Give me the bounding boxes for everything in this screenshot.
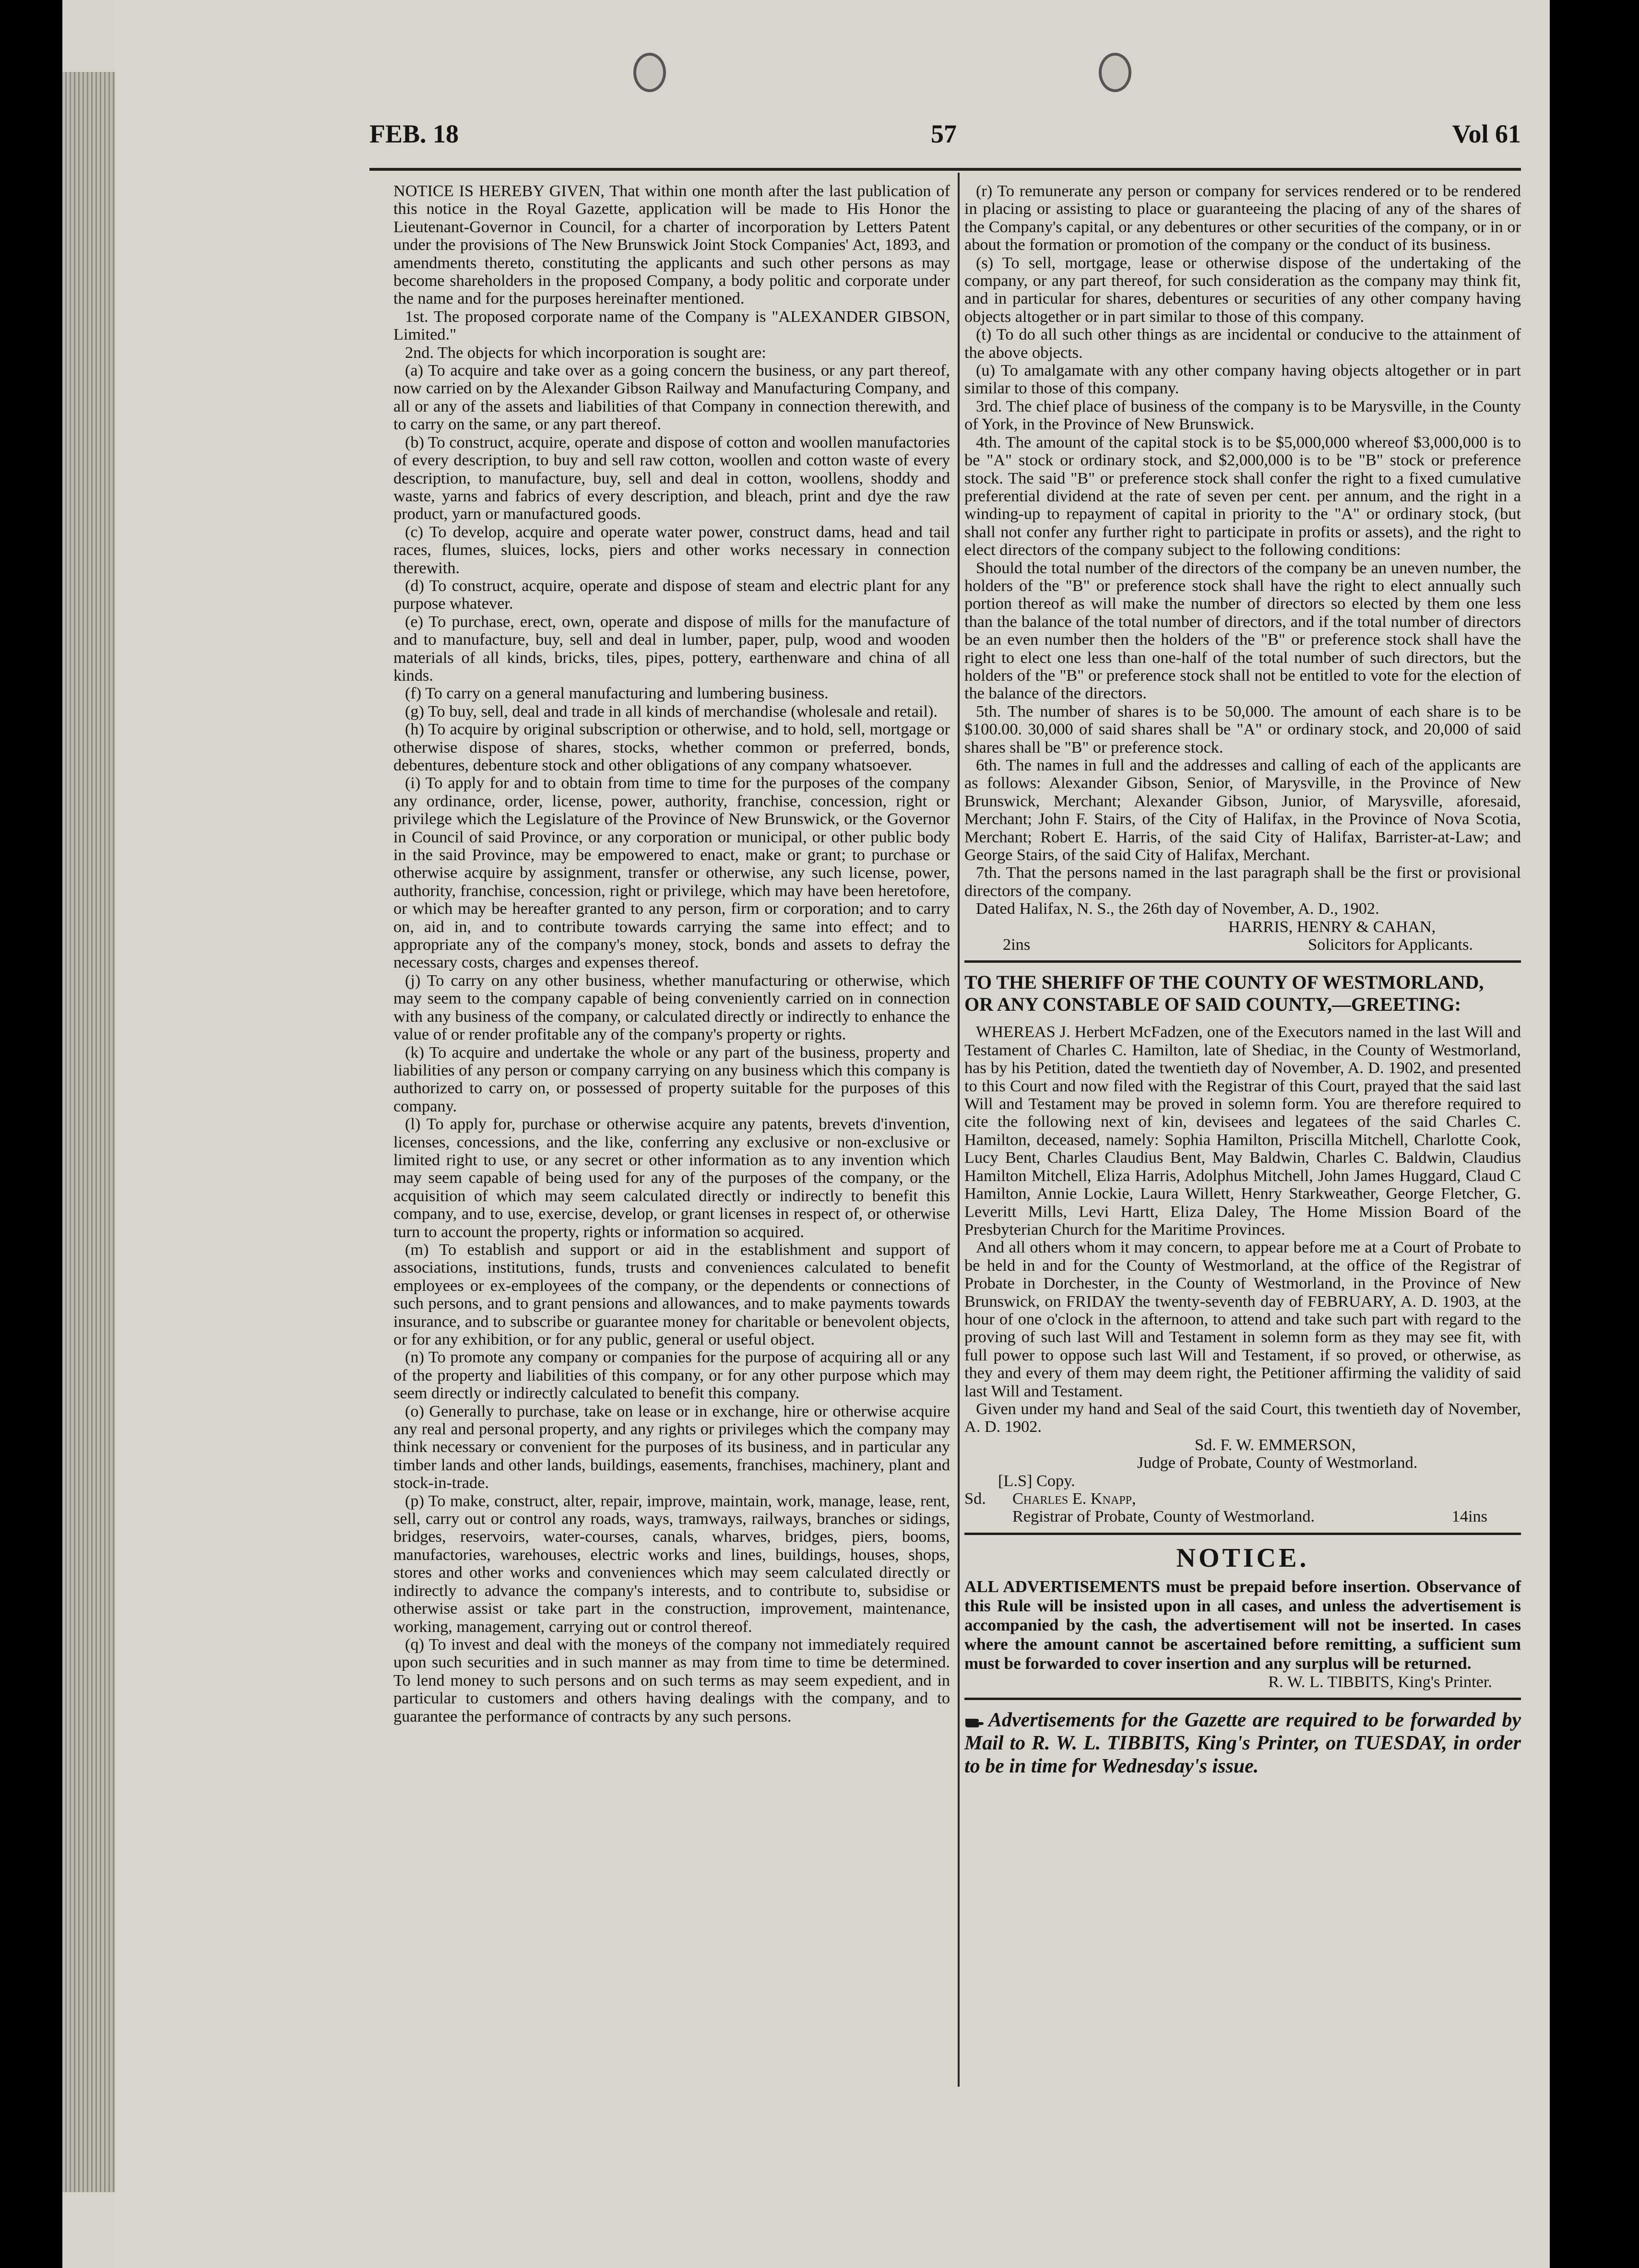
header-rule xyxy=(369,168,1521,171)
gibson-clause: 7th. That the persons named in the last paragraph shall be the first or provisional directors of the company. xyxy=(964,863,1521,900)
notice-body: ALL ADVERTISEMENTS must be prepaid before insertion. Observance of this Rule will be insisted upon in all cases, and unless the advertisement is accompanied by the cash, the advertisement will not be inserted. In cases where the amount cannot be ascertained before remitting, a sufficient sum must be forwarded to cover insertion and any surplus will be returned. xyxy=(964,1577,1521,1673)
gibson-signature-role xyxy=(964,936,1521,954)
gibson-clause: (k) To acquire and undertake the whole or any part of the business, property and liabilities of any person or company carrying on any business which this company is authorized to carry on, or possessed of property suitable for the purposes of this company. xyxy=(393,1043,950,1115)
binding-hole-right xyxy=(1099,53,1131,92)
page-stack-edges xyxy=(62,72,115,2192)
probate-registrar-title-line xyxy=(964,1508,1521,1525)
probate-heading-1: TO THE SHERIFF OF THE COUNTY OF WESTMORLAND, xyxy=(964,971,1484,993)
gibson-clause: (r) To remunerate any person or company for services rendered or to be rendered in placing or assisting to place or guaranteeing the placing of any of the shares of the Company's capital, or any debentures or other securities of the company, or in or about the formation or promotion of the company or the conduct of its business. xyxy=(964,182,1521,254)
probate-sd-2: Sd. xyxy=(964,1489,986,1508)
probate-sd-emmerson: Sd. F. W. EMMERSON, xyxy=(1195,1435,1356,1454)
probate-insertions: 14ins xyxy=(1451,1507,1487,1526)
gibson-clause: (h) To acquire by original subscription or otherwise, and to hold, sell, mortgage or otherwise dispose of shares, stocks, whether common or preferred, bonds, debentures, debenture stock and other obligations of any company whatsoever. xyxy=(393,720,950,774)
gibson-clause: 6th. The names in full and the addresses and calling of each of the applicants are as follows: Alexander Gibson, Senior, of Marysville, in the Province of New Brunswick, Merchant; Alexander Gibson, Junior, of Marysville, aforesaid, Merchant; John F. Stairs, of the City of Halifax, in the Province of Nova Scotia, Merchant; Robert E. Harris, of the said City of Halifax, Barrister-at-Law; and George Stairs, of the said City of Halifax, Merchant. xyxy=(964,756,1521,864)
probate-registrar-line xyxy=(964,1490,1521,1508)
gibson-clause: (t) To do all such other things as are incidental or conducive to the attainment of the above objects. xyxy=(964,325,1521,362)
gibson-clause: (l) To apply for, purchase or otherwise acquire any patents, brevets d'invention, licenses, concessions, and the like, conferring any exclusive or non-exclusive or limited right to use, or any secret or other information as to any invention which may seem capable of being used for any of the purposes of the company, or the acquisition of which may seem calculated directly or indirectly to benefit this company, and to use, exercise, develop, or grant licenses in respect of, or otherwise turn to account the property, rights or information so acquired. xyxy=(393,1115,950,1241)
section-rule xyxy=(964,1698,1521,1700)
probate-judge-title: Judge of Probate, County of Westmorland. xyxy=(1137,1453,1418,1472)
gazette-page xyxy=(62,0,1550,2268)
notice-title: NOTICE. xyxy=(1176,1543,1309,1573)
gibson-clause: 2nd. The objects for which incorporation is sought are: xyxy=(405,343,766,362)
gibson-clause: (d) To construct, acquire, operate and dispose of steam and electric plant for any purpose whatever. xyxy=(393,576,950,613)
probate-ls-copy: [L.S] Copy. xyxy=(998,1471,1075,1490)
gibson-dated-line: Dated Halifax, N. S., the 26th day of November, A. D., 1902. xyxy=(976,899,1379,918)
gibson-clause: (q) To invest and deal with the moneys of the company not immediately required upon such securities and in such manner as may from time to time be determined. To lend money to such persons and on such terms as may seem expedient, and in particular to customers and others having dealings with the company, and to guarantee the performance of contracts by any such persons. xyxy=(393,1635,950,1725)
gibson-clause: (p) To make, construct, alter, repair, improve, maintain, work, manage, lease, rent, sell, carry out or control any roads, ways, tramways, railways, branches or sidings, bridges, reservoirs, water-courses, canals, wharves, bridges, piers, booms, manufactories, warehouses, electric works and lines, buildings, houses, shops, stores and other works and conveniences which may seem calculated directly or indirectly to advance the company's interests, and to contribute to, subsidise or otherwise assist or take part in the construction, improvement, maintenance, working, management, carrying out or control thereof. xyxy=(393,1491,950,1636)
gibson-clause: (u) To amalgamate with any other company having objects altogether or in part similar to those of this company. xyxy=(964,361,1521,398)
column-divider xyxy=(958,173,960,2087)
gibson-signature-firm: HARRIS, HENRY & CAHAN, xyxy=(1228,917,1436,936)
section-rule xyxy=(964,1533,1521,1535)
header-date: FEB. 18 xyxy=(369,119,459,148)
gibson-clause: 4th. The amount of the capital stock is to be $5,000,000 whereof $3,000,000 is to be "A" stock or ordinary stock, and $2,000,000 is to be "B" stock or preference stock. The said "B" or preference stock shall confer the right to a fixed cumulative preferential dividend at the rate of seven per cent. per annum, and the right in a winding-up to repayment of capital in priority to the "A" or ordinary stock, (but shall not confer any further right to participate in profits or assets), and the right to elect directors of the company subject to the following conditions: xyxy=(964,433,1521,559)
gibson-clause: (s) To sell, mortgage, lease or otherwise dispose of the undertaking of the company, or any part thereof, for such consideration as the company may think fit, and in particular for shares, debentures or securities of any other company having objects altogether or in part similar to those of this company. xyxy=(964,253,1521,326)
notice-mailing-instruction: Advertisements for the Gazette are required to be forwarded by Mail to R. W. L. TIBBITS, King's Printer, on TUESDAY, in order to be in time for Wednesday's issue. xyxy=(964,1709,1521,1778)
probate-registrar-name: Charles E. Knapp, xyxy=(1012,1489,1136,1508)
binding-hole-left xyxy=(633,53,666,92)
gibson-clause: Should the total number of the directors of the company be an uneven number, the holders of the "B" or preference stock shall have the right to elect annually such portion thereof as will make the number of directors so elected by them one less than the balance of the total number of directors, and if the total number of directors be an even number then the holders of the "B" or preference stock shall have the right to elect one less than one-half of the total number of such directors, but the holders of the "B" or preference stock shall not be entitled to vote for the election of the balance of the directors. xyxy=(964,558,1521,703)
notice-signature: R. W. L. TIBBITS, King's Printer. xyxy=(1268,1672,1492,1691)
gibson-clause: (n) To promote any company or companies for the purpose of acquiring all or any of the property and liabilities of this company, or for any other purpose which may seem directly or indirectly calculated to benefit this company. xyxy=(393,1348,950,1403)
gibson-clause: (e) To purchase, erect, own, operate and dispose of mills for the manufacture of and to manufacture, buy, sell and deal in lumber, paper, pulp, wood and wooden materials of all kinds, bricks, tiles, pipes, pottery, earthenware and china of all kinds. xyxy=(393,612,950,685)
gibson-notice-intro: NOTICE IS HEREBY GIVEN, That within one month after the last publication of this notice in the Royal Gazette, application will be made to His Honor the Lieutenant-Governor in Council, for a charter of incorporation by Letters Patent under the provisions of The New Brunswick Joint Stock Companies' Act, 1893, and amendments thereto, constituting the applicants and such other persons as may become shareholders in the proposed Company, a body politic and corporate under the name and for the purposes hereinafter mentioned. xyxy=(393,182,950,308)
left-column xyxy=(393,182,950,1725)
header-page-number: 57 xyxy=(931,119,957,148)
gibson-clause: 1st. The proposed corporate name of the Company is "ALEXANDER GIBSON, Limited." xyxy=(393,307,950,344)
probate-heading-2: OR ANY CONSTABLE OF SAID COUNTY,—GREETING: xyxy=(964,993,1461,1016)
page-header xyxy=(369,119,1521,162)
probate-whereas: WHEREAS J. Herbert McFadzen, one of the Executors named in the last Will and Testament of Charles C. Hamilton, late of Shediac, in the County of Westmorland, has by his Petition, dated the twentieth day of November, A. D. 1902, and presented to this Court and now filed with the Registrar of this Court, prayed that the said last Will and Testament may be proved in solemn form. You are therefore required to cite the following next of kin, devisees and legatees of the said Charles C. Hamilton, deceased, namely: Sophia Hamilton, Priscilla Mitchell, Charlotte Cook, Lucy Bent, Charles Claudius Bent, May Baldwin, Charles C. Baldwin, Claudius Hamilton Mitchell, Eliza Harris, Adolphus Mitchell, John James Huggard, Claud C Hamilton, Annie Lockie, Laura Willett, Henry Starkweather, George Fletcher, G. Leveritt Mills, Levi Hartt, Eliza Daley, The Home Mission Board of the Presbyterian Church for the Maritime Provinces. xyxy=(964,1023,1521,1239)
header-volume: Vol 61 xyxy=(1452,119,1521,148)
probate-given: Given under my hand and Seal of the said Court, this twentieth day of November, A. D. 1902. xyxy=(964,1399,1521,1436)
gibson-insertions: 2ins xyxy=(1003,935,1031,954)
pointing-hand-icon xyxy=(964,1715,986,1729)
section-rule xyxy=(964,960,1521,963)
gibson-clause: (f) To carry on a general manufacturing and lumbering business. xyxy=(405,684,829,703)
gibson-clause: (b) To construct, acquire, operate and dispose of cotton and woollen manufactories of every description, to buy and sell raw cotton, woollen and cotton waste of every description, to manufacture, buy, sell and deal in cotton, woollens, shoddy and waste, yarns and fabrics of every description, and bleach, print and dye the raw product, yarn or manufactured goods. xyxy=(393,433,950,523)
probate-registrar-title: Registrar of Probate, County of Westmorland. xyxy=(1012,1507,1315,1526)
gibson-clause: (o) Generally to purchase, take on lease or in exchange, hire or otherwise acquire any real and personal property, and any rights or privileges which the company may think necessary or convenient for the purposes of its business, and in particular any timber lands and other lands, buildings, easements, franchises, machinery, plant and stock-in-trade. xyxy=(393,1402,950,1492)
probate-appear: And all others whom it may concern, to appear before me at a Court of Probate to be held in and for the County of Westmorland, at the office of the Registrar of Probate in Dorchester, in the County of Westmorland, in the Province of New Brunswick, on FRIDAY the twenty-seventh day of FEBRUARY, A. D. 1903, at the hour of one o'clock in the afternoon, to attend and take such part with regard to the proving of such last Will and Testament in solemn form as they may see fit, with full power to oppose such last Will and Testament, if so proved, or otherwise, as they and every of them may deem right, the Petitioner affirming the validity of said last Will and Testament. xyxy=(964,1238,1521,1400)
gibson-clause: (i) To apply for and to obtain from time to time for the purposes of the company any ordinance, order, license, power, authority, franchise, concession, right or privilege which the Legislature of the Province of New Brunswick, or the Governor in Council of said Province, or any corporation or municipal, or other public body in the said Province, may be empowered to enact, make or grant; to purchase or otherwise acquire by assignment, transfer or otherwise, any such license, power, authority, franchise, concession, right or privilege, which may have been heretofore, or which may be hereafter granted to any person, firm or corporation; and to carry on, aid in, and to contribute towards carrying the same into effect; and to appropriate any of the company's money, stock, bonds and assets to defray the necessary costs, charges and expenses thereof. xyxy=(393,774,950,972)
gibson-clause: 3rd. The chief place of business of the company is to be Marysville, in the County of York, in the Province of New Brunswick. xyxy=(964,397,1521,434)
gibson-clause: (a) To acquire and take over as a going concern the business, or any part thereof, now carried on by the Alexander Gibson Railway and Manufacturing Company, and all or any of the assets and liabilities of that Company in connection therewith, and to carry on the same, or any part thereof. xyxy=(393,361,950,434)
gibson-clause: (g) To buy, sell, deal and trade in all kinds of merchandise (wholesale and retail). xyxy=(405,702,938,721)
gibson-clause: (c) To develop, acquire and operate water power, construct dams, head and tail races, flumes, sluices, locks, piers and other works necessary in connection therewith. xyxy=(393,522,950,577)
gibson-clause: 5th. The number of shares is to be 50,000. The amount of each share is to be $100.00. 30,000 of said shares shall be "A" or ordinary stock, and 20,000 of said shares shall be "B" or preference stock. xyxy=(964,702,1521,756)
gibson-clause: (m) To establish and support or aid in the establishment and support of associations, institutions, funds, trusts and conveniences calculated to benefit employees or ex-employees of the company, or the dependents or connections of such persons, and to grant pensions and allowances, and to make payments towards insurance, and to subscribe or guarantee money for charitable or benevolent objects, or for any exhibition, or for any public, general or useful object. xyxy=(393,1240,950,1348)
right-column xyxy=(964,182,1521,1778)
gibson-clause: (j) To carry on any other business, whether manufacturing or otherwise, which may seem to the company capable of being conveniently carried on in connection with any business of the company, or calculated directly or indirectly to enhance the value of or render profitable any of the company's property or rights. xyxy=(393,971,950,1044)
gibson-role: Solicitors for Applicants. xyxy=(1308,935,1473,954)
